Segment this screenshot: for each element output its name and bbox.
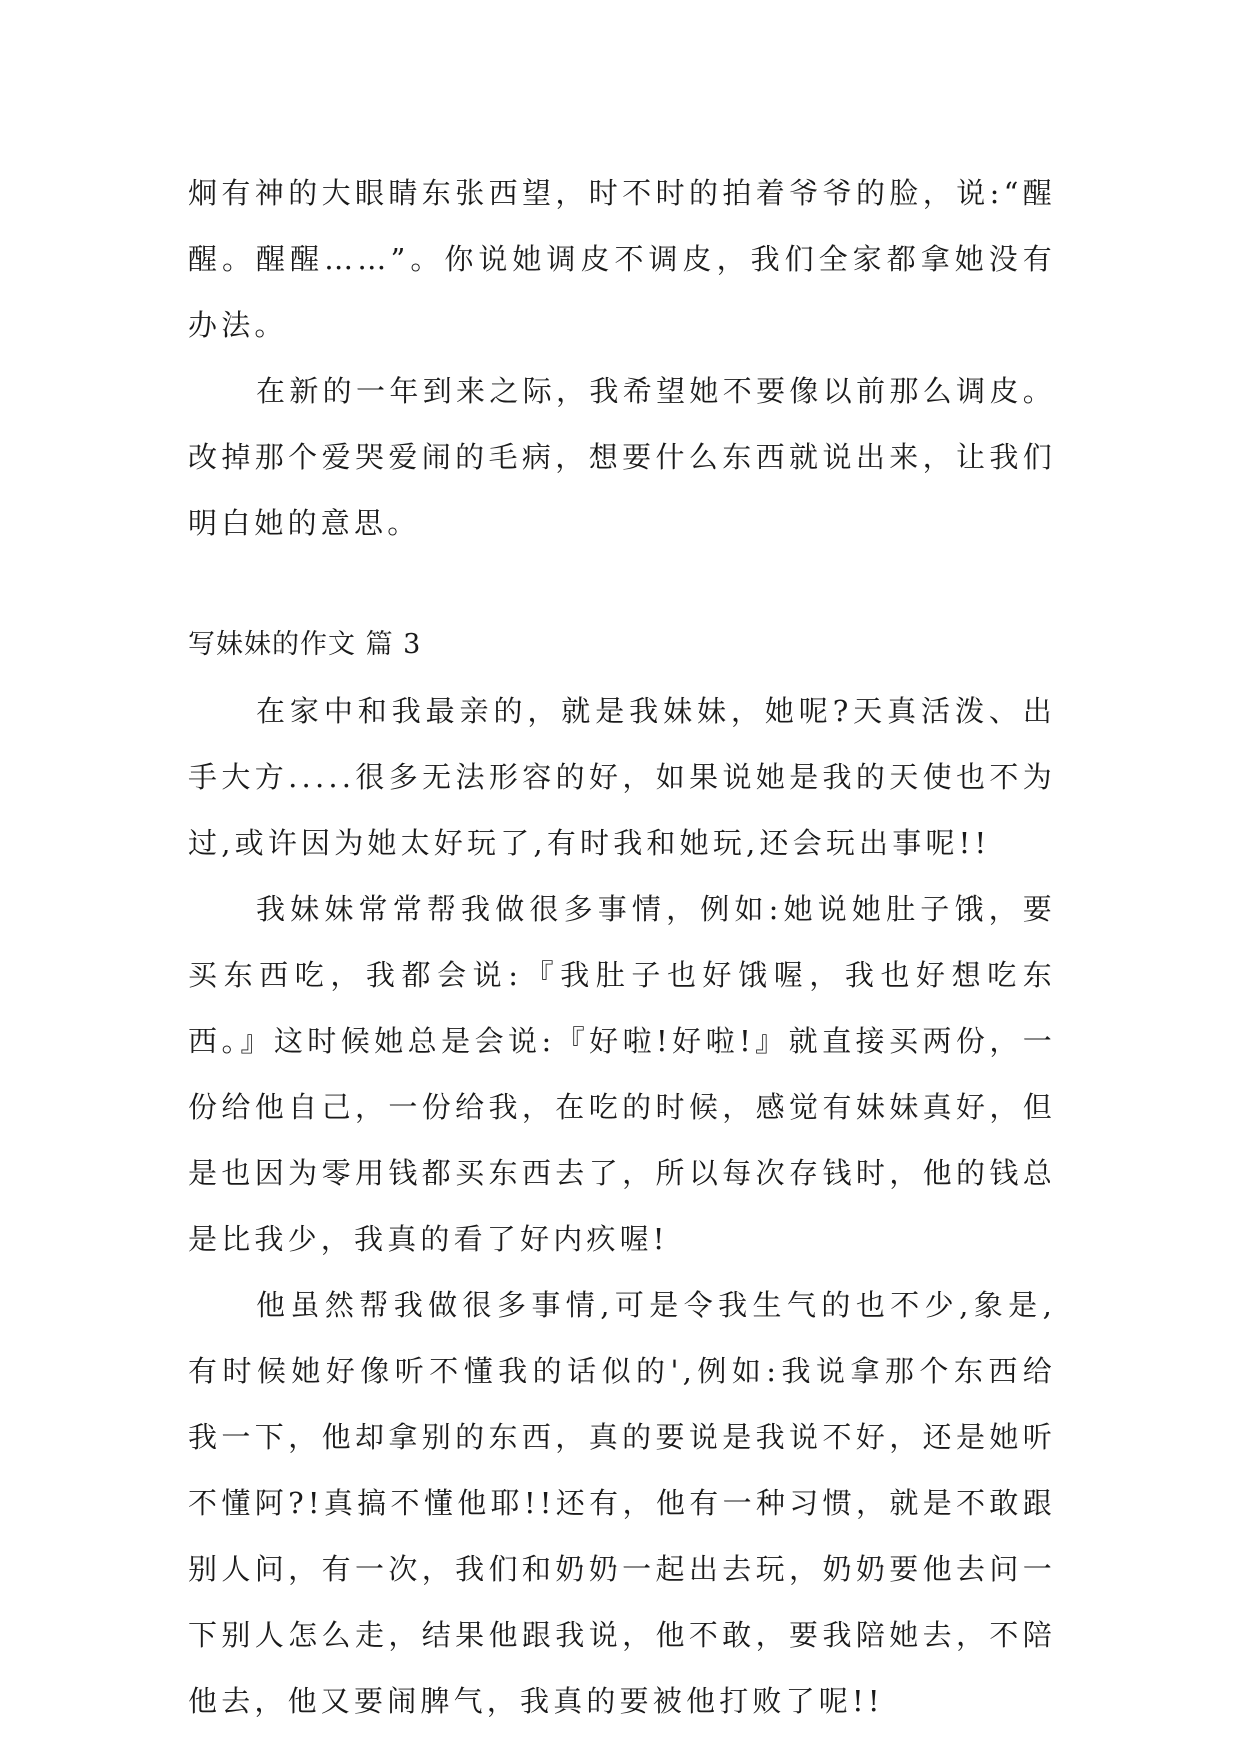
document-body <box>188 160 1056 1734</box>
section-title: 写妹妹的作文 篇 3 <box>188 629 422 660</box>
paragraph-annoying: 他虽然帮我做很多事情,可是令我生气的也不少,象是,有时候她好像听不懂我的话似的',例如:我说拿那个东西给我一下，他却拿别的东西，真的要说是我说不好，还是她听不懂阿?!真搞不懂他耶!!还有，他有一种习惯，就是不敢跟别人问，有一次，我们和奶奶一起出去玩，奶奶要他去问一下别人怎么走，结果他跟我说，他不敢，要我陪她去，不陪他去，他又要闹脾气，我真的要被他打败了呢!! <box>188 1288 1056 1718</box>
paragraph-new-year-wish: 在新的一年到来之际，我希望她不要像以前那么调皮。改掉那个爱哭爱闹的毛病，想要什么东西就说出来，让我们明白她的意思。 <box>188 374 1056 540</box>
section-spacer <box>188 556 1056 612</box>
paragraph-continuation: 炯有神的大眼睛东张西望，时不时的拍着爷爷的脸，说:“醒醒。醒醒……”。你说她调皮不调皮，我们全家都拿她没有办法。 <box>188 176 1056 342</box>
paragraph-helping: 我妹妹常常帮我做很多事情，例如:她说她肚子饿，要买东西吃，我都会说:『我肚子也好饿喔，我也好想吃东西。』这时候她总是会说:『好啦!好啦!』就直接买两份，一份给他自己，一份给我，在吃的时候，感觉有妹妹真好，但是也因为零用钱都买东西去了，所以每次存钱时，他的钱总是比我少，我真的看了好内疚喔! <box>188 892 1056 1256</box>
paragraph-intro: 在家中和我最亲的，就是我妹妹，她呢?天真活泼、出手大方.....很多无法形容的好，如果说她是我的天使也不为过,或许因为她太好玩了,有时我和她玩,还会玩出事呢!! <box>188 694 1056 860</box>
